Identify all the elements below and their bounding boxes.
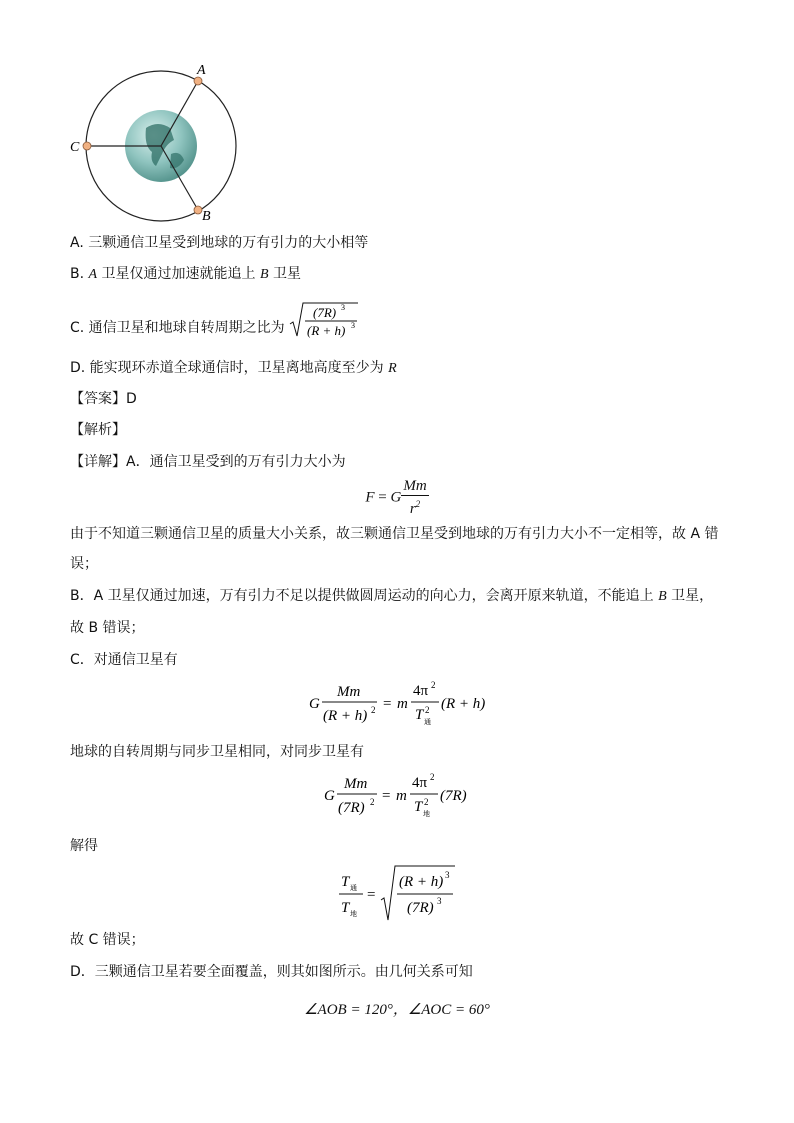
svg-text:m: m bbox=[396, 788, 407, 804]
detail-b-var: B bbox=[658, 589, 667, 604]
detail-a-reason-2: 误； bbox=[70, 556, 98, 572]
sqrt-frac-c bbox=[289, 300, 359, 340]
answer-label: 【答案】 bbox=[70, 391, 126, 407]
option-b-sat-a: A bbox=[88, 267, 98, 282]
svg-text:(R + h): (R + h) bbox=[441, 696, 486, 712]
detail-c-sync: 地球的自转周期与同步卫星相同，对同步卫星有 bbox=[70, 744, 364, 760]
option-d-text: D. 能实现环赤道全球通信时，卫星离地高度至少为 bbox=[70, 360, 389, 376]
eq-sub-di-1: 地 bbox=[423, 810, 430, 818]
eq-force-lhs: F bbox=[365, 489, 375, 506]
equation-comm-sat bbox=[0, 678, 794, 733]
detail-solve: 解得 bbox=[70, 838, 98, 854]
equation-angles bbox=[0, 998, 794, 1019]
svg-text:(R + h): (R + h) bbox=[323, 708, 368, 724]
equation-ratio bbox=[0, 862, 794, 927]
svg-text:G: G bbox=[324, 788, 335, 804]
eq-angles-text: ∠AOB = 120°，∠AOC = 60° bbox=[304, 1002, 490, 1018]
svg-text:(7R): (7R) bbox=[313, 305, 337, 320]
label-c: C bbox=[70, 140, 80, 155]
eq-force-frac bbox=[401, 478, 428, 518]
svg-text:3: 3 bbox=[445, 870, 450, 880]
option-b-prefix: B. bbox=[70, 266, 89, 282]
option-b-suffix: 卫星 bbox=[268, 266, 301, 282]
eq-force-exp: 2 bbox=[415, 499, 421, 509]
svg-text:Mm: Mm bbox=[337, 684, 361, 700]
option-d-var: R bbox=[388, 361, 397, 376]
option-b-sat-b: B bbox=[259, 267, 269, 282]
equation-sync-sat bbox=[0, 770, 794, 825]
satellite-a bbox=[194, 77, 202, 85]
svg-text:3: 3 bbox=[341, 303, 346, 312]
option-b bbox=[70, 264, 301, 285]
svg-text:m: m bbox=[397, 696, 408, 712]
label-a: A bbox=[197, 63, 206, 78]
svg-text:=: = bbox=[367, 887, 376, 903]
option-b-mid: 卫星仅通过加速就能追上 bbox=[97, 266, 260, 282]
svg-text:Mm: Mm bbox=[344, 776, 368, 792]
eq-sync-sat-svg bbox=[322, 770, 472, 820]
option-a: A. 三颗通信卫星受到地球的万有引力的大小相等 bbox=[70, 235, 369, 251]
eq-force-num: Mm bbox=[403, 478, 427, 494]
svg-text:(R + h): (R + h) bbox=[399, 874, 444, 890]
eq-force-den bbox=[401, 496, 428, 518]
svg-text:T: T bbox=[341, 900, 350, 916]
equation-force: F = G $\frac{Mm}{r^2}$ bbox=[365, 478, 427, 517]
option-c-sqrt bbox=[289, 300, 359, 356]
analysis-label: 【解析】 bbox=[70, 422, 126, 438]
svg-text:G: G bbox=[309, 696, 320, 712]
answer-value: D bbox=[126, 391, 137, 407]
eq-force-den-var: r bbox=[409, 501, 416, 517]
option-c bbox=[70, 300, 359, 340]
svg-text:2: 2 bbox=[371, 705, 376, 715]
detail-a-reason-1: 由于不知道三颗通信卫星的质量大小关系，故三颗通信卫星受到地球的万有引力大小不一定相等，故 A 错 bbox=[70, 526, 719, 542]
eq-comm-sat-svg bbox=[307, 678, 487, 728]
eq-sub-tong-2: 通 bbox=[350, 884, 357, 892]
option-d bbox=[70, 358, 397, 379]
svg-text:2: 2 bbox=[370, 797, 375, 807]
svg-text:2: 2 bbox=[424, 797, 429, 807]
svg-text:=: = bbox=[382, 788, 391, 804]
label-b: B bbox=[202, 209, 211, 224]
svg-text:2: 2 bbox=[430, 772, 435, 782]
detail-b-line-2: 故 B 错误； bbox=[70, 620, 145, 636]
detail-b-pre: B．A 卫星仅通过加速，万有引力不足以提供做圆周运动的向心力，会离开原来轨道，不能追上 bbox=[70, 588, 659, 604]
svg-text:2: 2 bbox=[431, 680, 436, 690]
eq-ratio-svg bbox=[337, 862, 457, 922]
svg-text:(7R): (7R) bbox=[440, 788, 467, 804]
eq-force-g: G bbox=[390, 489, 402, 506]
svg-text:(R + h): (R + h) bbox=[307, 323, 346, 338]
detail-b-line-1 bbox=[70, 586, 713, 607]
detail-c-intro: C．对通信卫星有 bbox=[70, 652, 178, 668]
svg-text:(7R): (7R) bbox=[338, 800, 365, 816]
svg-text:3: 3 bbox=[351, 321, 356, 330]
option-c-text: C. 通信卫星和地球自转周期之比为 bbox=[70, 320, 285, 336]
svg-text:=: = bbox=[383, 696, 392, 712]
eq-sub-tong-1: 通 bbox=[424, 718, 431, 726]
svg-text:4π: 4π bbox=[412, 775, 428, 791]
detail-d-intro: D．三颗通信卫星若要全面覆盖，则其如图所示。由几何关系可知 bbox=[70, 964, 473, 980]
detail-c-wrong: 故 C 错误； bbox=[70, 932, 145, 948]
eq-sub-di-2: 地 bbox=[350, 910, 357, 918]
orbit-diagram bbox=[66, 58, 256, 228]
svg-text:2: 2 bbox=[425, 705, 430, 715]
answer-line bbox=[70, 389, 137, 409]
svg-text:T: T bbox=[415, 707, 424, 723]
svg-text:T: T bbox=[341, 874, 350, 890]
satellite-c bbox=[83, 142, 91, 150]
svg-text:4π: 4π bbox=[413, 683, 429, 699]
svg-text:T: T bbox=[414, 799, 423, 815]
satellite-b bbox=[194, 206, 202, 214]
detail-b-post: 卫星， bbox=[666, 588, 714, 604]
svg-text:3: 3 bbox=[437, 896, 442, 906]
svg-text:(7R): (7R) bbox=[407, 900, 434, 916]
detail-a-line: 【详解】A．通信卫星受到的万有引力大小为 bbox=[70, 454, 346, 470]
